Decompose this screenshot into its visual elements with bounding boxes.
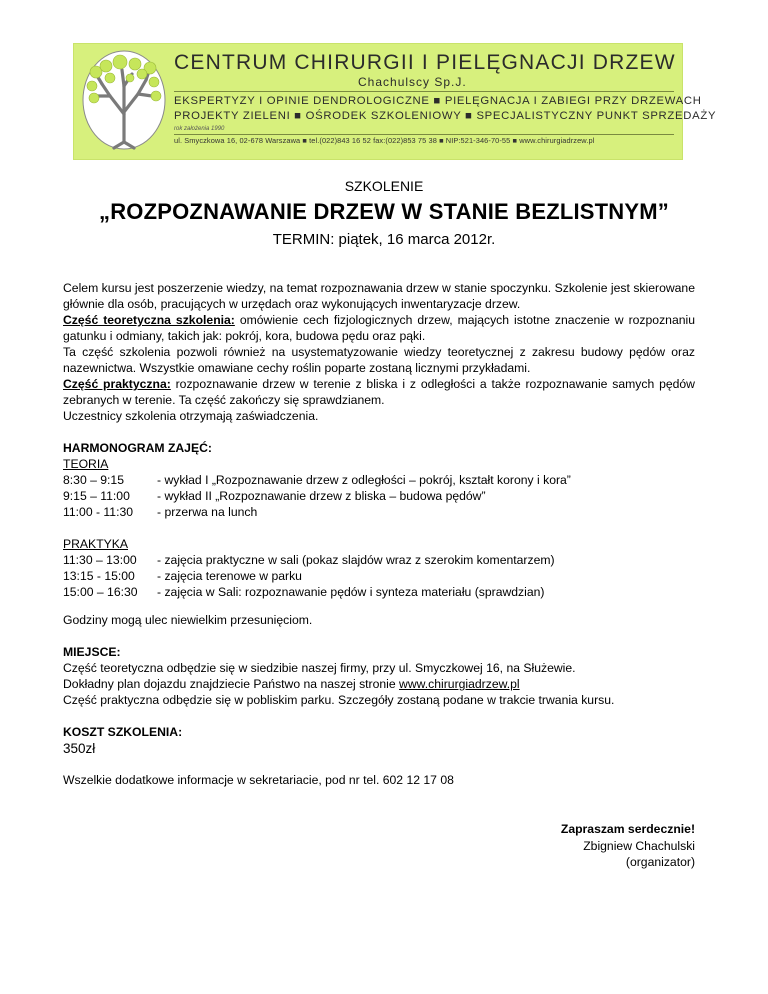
schedule-row: [63, 584, 695, 600]
signature-role: (organizator): [625, 855, 695, 869]
schedule-desc: - przerwa na lunch: [157, 505, 258, 519]
schedule-time: 11:30 – 13:00: [63, 553, 137, 567]
schedule-time: 11:00 - 11:30: [63, 505, 134, 519]
theory-text: omówienie cech fizjologicznych drzew, mających istotne znaczenie w rozpoznaniu gatunku i odmiany, takich jak: pokrój, kora, budowa pędu oraz pąki.: [63, 313, 695, 343]
intro-section: [63, 280, 695, 424]
theory-paragraph: [63, 312, 695, 344]
cost-section: [63, 724, 695, 758]
signature-block: [561, 821, 695, 871]
letterhead-banner: [73, 43, 717, 160]
theory-heading: TEORIA: [63, 457, 109, 471]
schedule-time: 9:15 – 11:00: [63, 489, 130, 503]
practice-label: Część praktyczna:: [63, 377, 171, 391]
place-line-3: Część praktyczna odbędzie się w pobliskim parku. Szczegóły zostaną podane w trakcie trwania kursu.: [63, 693, 615, 707]
tree-logo-icon: [80, 50, 168, 154]
services-line-2: PROJEKTY ZIELENI ■ OŚRODEK SZKOLENIOWY ■ SPECJALISTYCZNY PUNKT SPRZEDAŻY: [174, 110, 717, 122]
certificate-note: Uczestnicy szkolenia otrzymają zaświadczenia.: [63, 409, 319, 423]
cost-value: 350zł: [63, 741, 96, 756]
schedule-row: [63, 472, 695, 488]
services-line-1: EKSPERTYZY I OPINIE DENDROLOGICZNE ■ PIELĘGNACJA I ZABIEGI PRZY DRZEWACH: [174, 95, 702, 107]
cost-heading: KOSZT SZKOLENIA:: [63, 725, 183, 739]
schedule-row: [63, 504, 695, 520]
place-line-2: [63, 676, 695, 692]
theory-label: Część teoretyczna szkolenia:: [63, 313, 235, 327]
schedule-time: 8:30 – 9:15: [63, 473, 124, 487]
schedule-desc: - wykład II „Rozpoznawanie drzew z bliska – budowa pędów”: [157, 489, 486, 503]
document-kicker: SZKOLENIE: [344, 178, 424, 194]
signature-greeting: Zapraszam serdecznie!: [560, 822, 695, 836]
systematize-paragraph: Ta część szkolenia pozwoli również na usystematyzowanie wiedzy teoretycznej z zakresu budowy pędów oraz nazewnictwa. Wszystkie omawiane cechy roślin poparte zostaną licznymi przykładami.: [63, 345, 695, 375]
intro-paragraph: Celem kursu jest poszerzenie wiedzy, na temat rozpoznawania drzew w stanie spoczynku. Szkolenie jest skierowane głównie dla osób, pracujących w urzędach oraz wykonujących inwentaryzacje drzew.: [63, 281, 695, 311]
company-legal-form: Chachulscy Sp.J.: [358, 75, 467, 89]
signature-name: Zbigniew Chachulski: [583, 838, 695, 853]
company-address: ul. Smyczkowa 16, 02-678 Warszawa ■ tel.(022)843 16 52 fax:(022)853 75 38 ■ NIP:521-346-70-55 ■ www.chirurgiadrzew.pl: [174, 136, 595, 145]
schedule-heading: HARMONOGRAM ZAJĘĆ:: [63, 441, 212, 455]
practice-heading: PRAKTYKA: [63, 537, 129, 551]
header-divider: [174, 91, 674, 92]
schedule-desc: - zajęcia terenowe w parku: [157, 569, 302, 583]
schedule-desc: - wykład I „Rozpoznawanie drzew z odległości – pokrój, kształt korony i kora”: [157, 473, 571, 487]
schedule-row: [63, 568, 695, 584]
schedule-row: [63, 552, 695, 568]
schedule-note: Godziny mogą ulec niewielkim przesunięciom.: [63, 613, 313, 627]
schedule-time: 15:00 – 16:30: [63, 585, 138, 599]
place-line-2-text: Dokładny plan dojazdu znajdziecie Państwo na naszej stronie: [63, 677, 400, 691]
practice-text: rozpoznawanie drzew w terenie z bliska i z odległości a także rozpoznawanie samych pędów zebranych w terenie. Ta część zakończy się sprawdzianem.: [63, 377, 695, 407]
schedule-time: 13:15 - 15:00: [63, 569, 135, 583]
schedule-desc: - zajęcia w Sali: rozpoznawanie pędów i synteza materiału (sprawdzian): [157, 585, 545, 599]
event-date: TERMIN: piątek, 16 marca 2012r.: [272, 231, 496, 248]
place-heading: MIEJSCE:: [63, 645, 121, 659]
contact-info: Wszelkie dodatkowe informacje w sekretariacie, pod nr tel. 602 12 17 08: [63, 773, 454, 787]
place-section: [63, 644, 695, 708]
schedule-section: [63, 440, 695, 600]
schedule-desc: - zajęcia praktyczne w sali (pokaz slajdów wraz z szerokim komentarzem): [157, 553, 555, 567]
practice-paragraph: [63, 376, 695, 408]
header-divider-2: [174, 134, 674, 135]
schedule-row: [63, 488, 695, 504]
founded-year: rok założenia 1990: [174, 126, 225, 132]
website-link[interactable]: www.chirurgiadrzew.pl: [399, 677, 520, 691]
document-title: „ROZPOZNAWANIE DRZEW W STANIE BEZLISTNYM”: [99, 199, 669, 224]
company-name: CENTRUM CHIRURGII I PIELĘGNACJI DRZEW: [174, 51, 676, 74]
place-line-1: Część teoretyczna odbędzie się w siedzibie naszej firmy, przy ul. Smyczkowej 16, na Służewie.: [63, 661, 576, 675]
